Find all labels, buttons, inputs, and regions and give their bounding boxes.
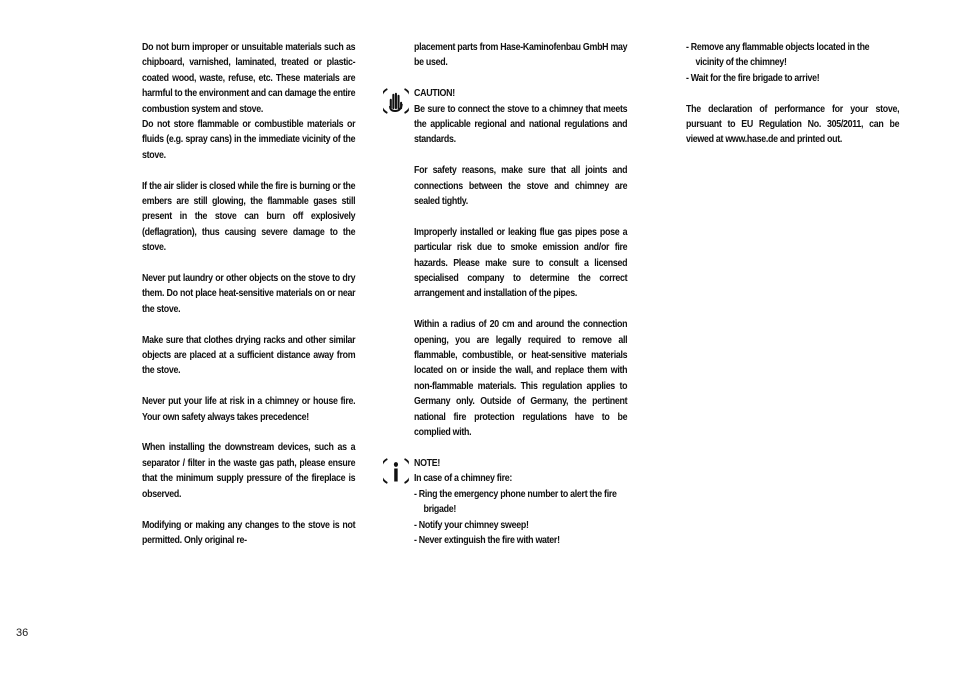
list-item: - Ring the emergency phone number to alert the fire brigade! xyxy=(414,488,617,516)
paragraph: placement parts from Hase-Kaminofenbau GmbH may be used. xyxy=(414,42,628,69)
paragraph: Within a radius of 20 cm and around the connection opening, you are legally required to remove all flammable, combustible, or heat-sensitive materials located on or inside the wall, and replace them with non-flammable materials. This regulation applies to Germany only. Outside of Germany, the pertinent national fire protection regulations have to be complied with. xyxy=(414,319,628,439)
paragraph: Do not burn improper or unsuitable materials such as chipboard, varnished, laminated, treated or plastic-coated wood, waste, refuse, etc. These materials are harmful to the environment and can damage the entire combustion system and stove. xyxy=(142,42,356,115)
note-block xyxy=(414,456,627,548)
caution-block xyxy=(414,86,627,148)
paragraph: Do not store flammable or combustible materials or fluids (e.g. spray cans) in the immediate vicinity of the stove. xyxy=(142,119,356,161)
list-item: - Wait for the fire brigade to arrive! xyxy=(686,72,820,84)
paragraph: Modifying or making any changes to the stove is not permitted. Only original re- xyxy=(142,519,356,546)
note-title: NOTE! xyxy=(414,457,441,469)
list-item: - Notify your chimney sweep! xyxy=(414,519,529,531)
text-column-3 xyxy=(686,40,899,148)
list-item: - Never extinguish the fire with water! xyxy=(414,534,560,546)
paragraph: Never put your life at risk in a chimney or house fire. Your own safety always takes precedence! xyxy=(142,396,356,423)
hand-warning-icon xyxy=(383,86,409,116)
caution-title: CAUTION! xyxy=(414,88,455,100)
caution-text: Be sure to connect the stove to a chimney that meets the applicable regional and national regulations and standards. xyxy=(414,103,628,146)
note-intro: In case of a chimney fire: xyxy=(414,473,512,485)
paragraph: Improperly installed or leaking flue gas pipes pose a particular risk due to smoke emission and/or fire hazards. Please make sure to consult a licensed specialised company to determine the correct arrangement and installation of the pipes. xyxy=(414,226,628,300)
info-icon xyxy=(383,456,409,486)
paragraph: Make sure that clothes drying racks and other similar objects are placed at a sufficient distance away from the stove. xyxy=(142,334,356,377)
list-item: - Remove any flammable objects located in the vicinity of the chimney! xyxy=(686,42,870,69)
paragraph: The declaration of performance for your stove, pursuant to EU Regulation No. 305/2011, can be viewed at www.hase.de and printed out. xyxy=(686,103,900,146)
paragraph: For safety reasons, make sure that all joints and connections between the stove and chimney are sealed tightly. xyxy=(414,165,628,208)
paragraph: If the air slider is closed while the fire is burning or the embers are still glowing, the flammable gases still present in the stove can burn off explosively (deflagration), thus causing severe damage to the stove. xyxy=(142,180,356,254)
paragraph: When installing the downstream devices, such as a separator / filter in the waste gas path, please ensure that the minimum supply pressure of the fireplace is observed. xyxy=(142,442,356,500)
paragraph: Never put laundry or other objects on the stove to dry them. Do not place heat-sensitive materials on or near the stove. xyxy=(142,273,356,315)
text-column-2 xyxy=(414,40,627,548)
text-column-1 xyxy=(142,40,355,548)
page-number: 36 xyxy=(16,627,29,639)
